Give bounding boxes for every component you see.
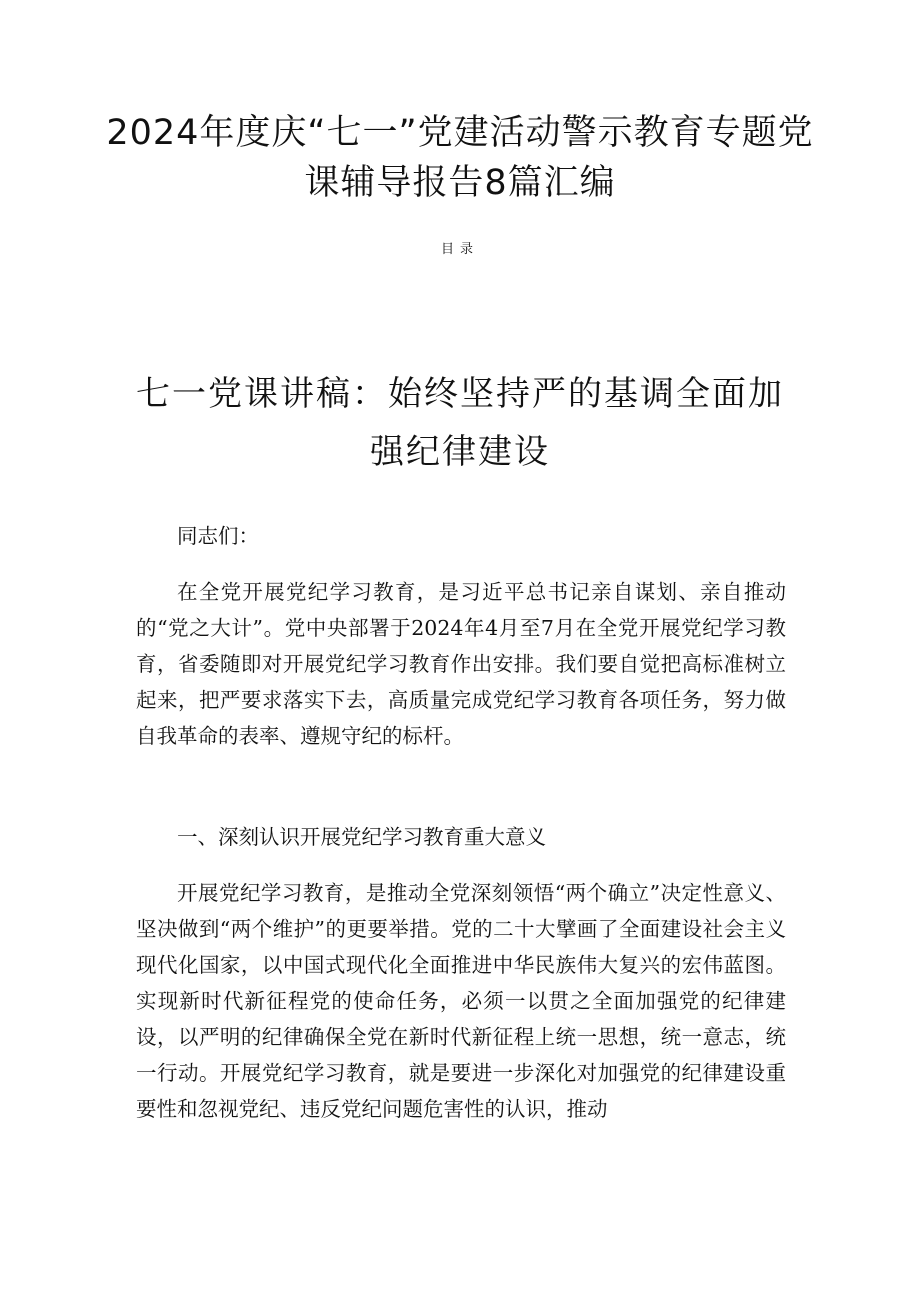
document-title: 2024年度庆“七一”党建活动警示教育专题党课辅导报告8篇汇编 xyxy=(106,113,814,203)
section-title: 七一党课讲稿：始终坚持严的基调全面加强纪律建设 xyxy=(136,374,784,472)
paragraph-significance: 开展党纪学习教育，是推动全党深刻领悟“两个确立”决定性意义、坚决做到“两个维护”的更要举措。党的二十大擘画了全面建设社会主义现代化国家，以中国式现代化全面推进中华民族伟大复兴的宏伟蓝图。实现新时代新征程党的使命任务，必须一以贯之全面加强党的纪律建设，以严明的纪律确保全党在新时代新征程上统一思想，统一意志，统一行动。开展党纪学习教育，就是要进一步深化对加强党的纪律建设重要性和忽视党纪、违反党纪问题危害性的认识，推动 xyxy=(136,881,786,1121)
greeting: 同志们： xyxy=(177,524,259,548)
table-of-contents-label: 目录 xyxy=(440,242,479,257)
paragraph-intro: 在全党开展党纪学习教育，是习近平总书记亲自谋划、亲自推动的“党之大计”。党中央部署于2024年4月至7月在全党开展党纪学习教育，省委随即对开展党纪学习教育作出安排。我们要自觉把高标准树立起来，把严要求落实下去，高质量完成党纪学习教育各项任务，努力做自我革命的表率、遵规守纪的标杆。 xyxy=(136,580,786,748)
section-heading-1: 一、深刻认识开展党纪学习教育重大意义 xyxy=(177,825,546,849)
